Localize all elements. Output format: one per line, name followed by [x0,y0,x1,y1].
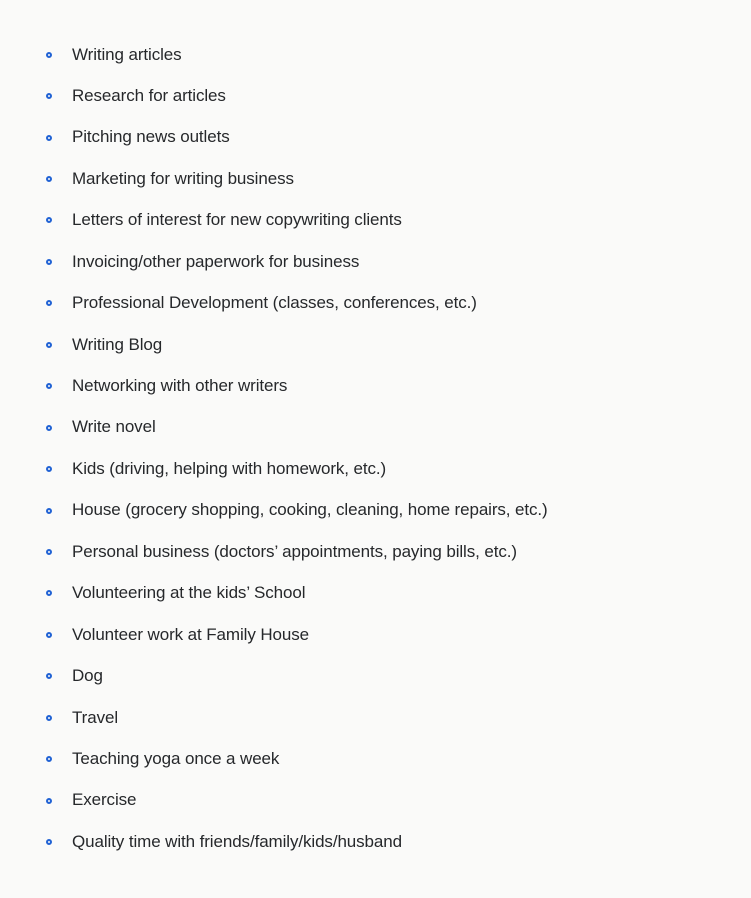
list-item-label: Pitching news outlets [72,127,230,147]
list-item-label: Writing articles [72,44,182,64]
list-item-label: Exercise [72,790,137,810]
hollow-circle-bullet-icon [46,673,52,679]
task-list [46,34,731,863]
list-item [46,75,731,116]
list-item-label: Personal business (doctors’ appointments, paying bills, etc.) [72,541,517,561]
list-item [46,697,731,738]
hollow-circle-bullet-icon [46,300,52,306]
list-item-label: Teaching yoga once a week [72,748,280,768]
hollow-circle-bullet-icon [46,176,52,182]
list-item [46,490,731,531]
list-item [46,158,731,199]
hollow-circle-bullet-icon [46,383,52,389]
list-item [46,573,731,614]
hollow-circle-bullet-icon [46,425,52,431]
list-item [46,656,731,697]
list-item-label: Writing Blog [72,334,163,354]
hollow-circle-bullet-icon [46,549,52,555]
list-item-label: Letters of interest for new copywriting clients [72,210,402,230]
hollow-circle-bullet-icon [46,632,52,638]
list-item-label: Marketing for writing business [72,168,294,188]
list-item-label: Kids (driving, helping with homework, etc.) [72,458,387,478]
hollow-circle-bullet-icon [46,590,52,596]
list-item-label: Volunteer work at Family House [72,624,309,644]
list-item-label: Research for articles [72,85,226,105]
list-item [46,366,731,407]
list-item [46,780,731,821]
list-item [46,738,731,779]
list-item [46,821,731,862]
hollow-circle-bullet-icon [46,756,52,762]
hollow-circle-bullet-icon [46,342,52,348]
hollow-circle-bullet-icon [46,93,52,99]
hollow-circle-bullet-icon [46,217,52,223]
list-item-label: Professional Development (classes, conferences, etc.) [72,293,477,313]
list-item-label: House (grocery shopping, cooking, cleaning, home repairs, etc.) [72,500,548,520]
list-item [46,200,731,241]
list-item-label: Write novel [72,417,156,437]
list-item-label: Networking with other writers [72,376,288,396]
list-item [46,117,731,158]
list-item [46,531,731,572]
list-item-label: Travel [72,707,119,727]
hollow-circle-bullet-icon [46,839,52,845]
list-item-label: Invoicing/other paperwork for business [72,251,360,271]
hollow-circle-bullet-icon [46,466,52,472]
hollow-circle-bullet-icon [46,259,52,265]
list-item-label: Dog [72,666,103,686]
hollow-circle-bullet-icon [46,52,52,58]
hollow-circle-bullet-icon [46,715,52,721]
list-item [46,283,731,324]
hollow-circle-bullet-icon [46,508,52,514]
hollow-circle-bullet-icon [46,798,52,804]
list-item [46,614,731,655]
list-item [46,448,731,489]
list-item [46,407,731,448]
list-item [46,241,731,282]
list-item-label: Volunteering at the kids’ School [72,583,306,603]
hollow-circle-bullet-icon [46,135,52,141]
list-item-label: Quality time with friends/family/kids/husband [72,831,402,851]
list-item [46,34,731,75]
list-item [46,324,731,365]
